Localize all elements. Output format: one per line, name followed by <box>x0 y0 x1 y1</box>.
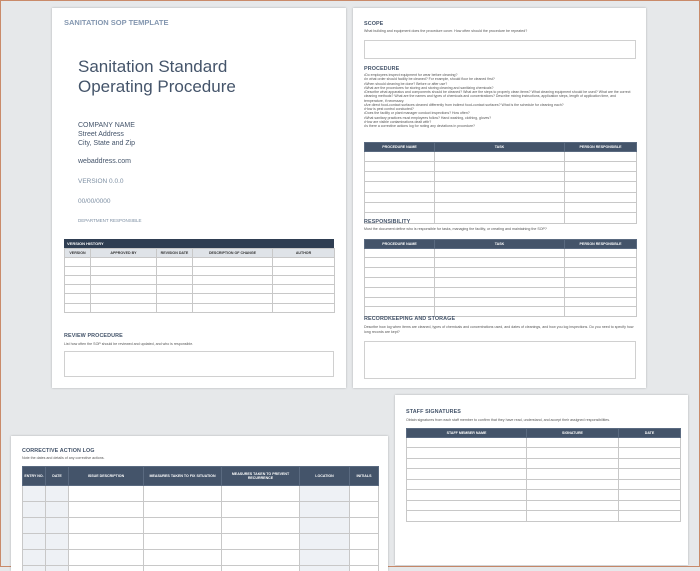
corrective-action-header-row <box>23 467 379 486</box>
staff-signatures-title: STAFF SIGNATURES <box>406 409 461 415</box>
table-cell[interactable] <box>365 172 435 182</box>
table-row <box>407 479 681 490</box>
table-row <box>365 172 637 182</box>
col-approved-by: APPROVED BY <box>91 249 157 258</box>
table-cell[interactable] <box>565 307 637 317</box>
table-row <box>23 534 379 550</box>
procedure-table <box>364 142 637 224</box>
table-row <box>23 550 379 566</box>
table-cell[interactable] <box>46 566 69 571</box>
table-cell[interactable] <box>91 257 157 266</box>
col-location: LOCATION <box>300 467 350 486</box>
table-cell[interactable] <box>565 248 637 258</box>
table-cell[interactable] <box>527 490 619 501</box>
table-row <box>407 469 681 480</box>
table-cell[interactable] <box>46 534 69 550</box>
scope-title: SCOPE <box>364 21 383 27</box>
page-cover <box>52 8 346 388</box>
procedure-bullet: • Is there a corrective actions log for noting any deviations in procedure? <box>364 124 636 128</box>
table-row <box>365 182 637 192</box>
table-cell[interactable] <box>350 534 379 550</box>
table-cell[interactable] <box>435 182 565 192</box>
company-name: COMPANY NAME <box>78 122 135 129</box>
table-row <box>407 490 681 501</box>
table-cell[interactable] <box>273 266 335 275</box>
table-cell[interactable] <box>407 458 527 469</box>
table-cell[interactable] <box>91 285 157 294</box>
table-cell[interactable] <box>435 287 565 297</box>
version-history-table <box>64 248 335 313</box>
table-row <box>365 268 637 278</box>
table-cell[interactable] <box>193 285 273 294</box>
table-cell[interactable] <box>365 287 435 297</box>
table-cell[interactable] <box>23 502 46 518</box>
col-person-responsible: PERSON RESPONSIBLE <box>565 240 637 249</box>
table-cell[interactable] <box>435 192 565 202</box>
procedure-bullet: • What are the procedures for storing and storing cleaning and sanitizing chemicals? <box>364 86 636 90</box>
procedure-bullet: • Do employees inspect equipment for wear before cleaning? <box>364 73 636 77</box>
web-address: webaddress.com <box>78 158 131 165</box>
table-cell[interactable] <box>565 203 637 213</box>
table-row <box>365 297 637 307</box>
table-cell[interactable] <box>365 151 435 161</box>
table-cell[interactable] <box>69 518 144 534</box>
table-row <box>407 500 681 511</box>
table-row <box>65 275 335 284</box>
table-cell[interactable] <box>300 486 350 502</box>
table-cell[interactable] <box>23 486 46 502</box>
table-cell[interactable] <box>69 534 144 550</box>
table-row <box>65 266 335 275</box>
procedure-header-row <box>365 143 637 152</box>
table-cell[interactable] <box>222 486 300 502</box>
recordkeeping-box[interactable] <box>364 341 636 379</box>
procedure-bullets <box>364 73 636 128</box>
table-cell[interactable] <box>273 257 335 266</box>
table-row <box>365 151 637 161</box>
table-cell[interactable] <box>23 518 46 534</box>
table-cell[interactable] <box>23 550 46 566</box>
table-cell[interactable] <box>565 277 637 287</box>
table-cell[interactable] <box>273 275 335 284</box>
table-cell[interactable] <box>565 182 637 192</box>
table-cell[interactable] <box>69 502 144 518</box>
table-cell[interactable] <box>23 566 46 571</box>
table-cell[interactable] <box>157 294 193 303</box>
staff-signatures-header-row <box>407 429 681 438</box>
table-row <box>23 518 379 534</box>
col-version: VERSION <box>65 249 91 258</box>
table-cell[interactable] <box>407 479 527 490</box>
table-cell[interactable] <box>46 486 69 502</box>
table-cell[interactable] <box>365 161 435 171</box>
table-cell[interactable] <box>157 257 193 266</box>
recordkeeping-text: Describe how log when items are cleaned, types of chemicals and concentrations used, and dates of cleanings, and how you log inspections. Do you need to specify how long records are kept? <box>364 325 636 334</box>
table-cell[interactable] <box>619 490 681 501</box>
table-cell[interactable] <box>435 151 565 161</box>
table-cell[interactable] <box>565 213 637 223</box>
scope-text: What building and equipment does the procedure cover. How often should the procedure be repeated? <box>364 29 636 34</box>
table-cell[interactable] <box>91 275 157 284</box>
table-cell[interactable] <box>65 275 91 284</box>
table-cell[interactable] <box>222 534 300 550</box>
col-task: TASK <box>435 240 565 249</box>
table-cell[interactable] <box>91 266 157 275</box>
table-cell[interactable] <box>365 192 435 202</box>
table-row <box>65 285 335 294</box>
template-header: SANITATION SOP TEMPLATE <box>64 18 168 27</box>
table-cell[interactable] <box>157 275 193 284</box>
staff-signatures-text: Obtain signatures from each staff member to confirm that they have read, understand, and accept their assigned responsibilities. <box>406 418 681 423</box>
procedure-bullet: • How is pest control conducted? <box>364 107 636 111</box>
corrective-action-table <box>22 466 379 571</box>
review-procedure-box[interactable] <box>64 351 334 377</box>
col-initials: INITIALS <box>350 467 379 486</box>
procedure-bullet: • Are direct food-contact surfaces cleaned differently from indirect food-contact surfaces? What is the schedule for cleaning each? <box>364 103 636 107</box>
table-cell[interactable] <box>69 566 144 571</box>
scope-box[interactable] <box>364 40 636 59</box>
table-cell[interactable] <box>435 172 565 182</box>
col-procedure-name: PROCEDURE NAME <box>365 143 435 152</box>
table-cell[interactable] <box>350 518 379 534</box>
col-date: DATE <box>46 467 69 486</box>
table-cell[interactable] <box>365 248 435 258</box>
table-row <box>407 511 681 522</box>
doc-title-line2: Operating Procedure <box>78 77 236 97</box>
staff-signatures-table <box>406 428 681 522</box>
page-staff-signatures <box>395 395 688 565</box>
table-cell[interactable] <box>365 258 435 268</box>
table-cell[interactable] <box>350 502 379 518</box>
table-cell[interactable] <box>193 266 273 275</box>
table-cell[interactable] <box>144 486 222 502</box>
procedure-title: PROCEDURE <box>364 66 399 72</box>
city-state-zip: City, State and Zip <box>78 140 135 147</box>
table-cell[interactable] <box>222 550 300 566</box>
table-cell[interactable] <box>91 294 157 303</box>
responsibility-table <box>364 239 637 317</box>
table-cell[interactable] <box>193 257 273 266</box>
table-cell[interactable] <box>193 294 273 303</box>
responsibility-title: RESPONSIBILITY <box>364 219 410 225</box>
table-cell[interactable] <box>65 257 91 266</box>
table-cell[interactable] <box>407 490 527 501</box>
table-cell[interactable] <box>144 566 222 571</box>
table-cell[interactable] <box>365 277 435 287</box>
col-description: DESCRIPTION OF CHANGE <box>193 249 273 258</box>
table-cell[interactable] <box>222 566 300 571</box>
procedure-bullet: • Does the facility or plant manager conduct inspections? How often? <box>364 111 636 115</box>
table-cell[interactable] <box>365 203 435 213</box>
table-cell[interactable] <box>157 266 193 275</box>
table-cell[interactable] <box>619 511 681 522</box>
table-cell[interactable] <box>407 500 527 511</box>
table-row <box>65 303 335 312</box>
table-cell[interactable] <box>144 550 222 566</box>
doc-title-line1: Sanitation Standard <box>78 57 227 77</box>
table-cell[interactable] <box>273 294 335 303</box>
table-row <box>407 448 681 459</box>
table-cell[interactable] <box>565 172 637 182</box>
table-row <box>365 203 637 213</box>
col-measures-fix: MEASURES TAKEN TO FIX SITUATION <box>144 467 222 486</box>
page-procedures <box>353 8 646 388</box>
recordkeeping-title: RECORDKEEPING AND STORAGE <box>364 316 455 322</box>
table-cell[interactable] <box>193 275 273 284</box>
table-cell[interactable] <box>435 248 565 258</box>
responsibility-header-row <box>365 240 637 249</box>
table-cell[interactable] <box>565 268 637 278</box>
table-cell[interactable] <box>619 437 681 448</box>
col-issue-description: ISSUE DESCRIPTION <box>69 467 144 486</box>
col-author: AUTHOR <box>273 249 335 258</box>
table-row <box>23 566 379 571</box>
table-cell[interactable] <box>46 550 69 566</box>
col-revision-date: REVISION DATE <box>157 249 193 258</box>
table-cell[interactable] <box>350 550 379 566</box>
department-label: DEPARTMENT RESPONSIBLE <box>78 218 142 223</box>
table-cell[interactable] <box>193 303 273 312</box>
table-cell[interactable] <box>435 268 565 278</box>
table-cell[interactable] <box>619 458 681 469</box>
table-cell[interactable] <box>157 303 193 312</box>
table-cell[interactable] <box>527 500 619 511</box>
procedure-bullet: • What sanitary practices must employees follow? Hand washing, clothing, gloves? <box>364 116 636 120</box>
table-cell[interactable] <box>407 437 527 448</box>
table-cell[interactable] <box>350 486 379 502</box>
table-cell[interactable] <box>565 287 637 297</box>
col-staff-member-name: STAFF MEMBER NAME <box>407 429 527 438</box>
table-cell[interactable] <box>565 297 637 307</box>
table-cell[interactable] <box>69 486 144 502</box>
table-cell[interactable] <box>222 518 300 534</box>
table-cell[interactable] <box>65 285 91 294</box>
table-cell[interactable] <box>435 297 565 307</box>
procedure-bullet: • When should cleaning be done? Before or after use? <box>364 82 636 86</box>
table-cell[interactable] <box>365 297 435 307</box>
table-row <box>65 294 335 303</box>
table-cell[interactable] <box>565 161 637 171</box>
table-cell[interactable] <box>565 258 637 268</box>
table-cell[interactable] <box>144 502 222 518</box>
responsibility-text: Must the document define who is responsible for tasks, managing the facility, or creating and maintaining the SOP? <box>364 227 636 232</box>
version-history-bar <box>64 239 334 248</box>
table-cell[interactable] <box>46 518 69 534</box>
table-row <box>365 248 637 258</box>
procedure-bullet: • Describe what apparatus and components should be cleaned? What are the steps to properly clean items? What cleaning equipment should be used? What are the correct cleaning methods? What are the names and types of chemicals and concentrations? Describe mixing instructions, application steps, length of application time, and temperature, if necessary. <box>364 90 636 103</box>
table-cell[interactable] <box>619 448 681 459</box>
review-procedure-text: List how often the SOP should be reviewed and updated, and who is responsible. <box>64 342 334 347</box>
table-cell[interactable] <box>435 203 565 213</box>
table-row <box>23 486 379 502</box>
table-cell[interactable] <box>435 258 565 268</box>
table-cell[interactable] <box>300 550 350 566</box>
table-row <box>365 258 637 268</box>
table-cell[interactable] <box>435 213 565 223</box>
table-cell[interactable] <box>46 502 69 518</box>
table-cell[interactable] <box>407 511 527 522</box>
table-cell[interactable] <box>300 566 350 571</box>
col-person-responsible: PERSON RESPONSIBLE <box>565 143 637 152</box>
col-measures-prevent: MEASURES TAKEN TO PREVENT RECURRENCE <box>222 467 300 486</box>
table-cell[interactable] <box>527 458 619 469</box>
table-cell[interactable] <box>435 277 565 287</box>
table-cell[interactable] <box>365 268 435 278</box>
col-task: TASK <box>435 143 565 152</box>
table-cell[interactable] <box>527 469 619 480</box>
table-cell[interactable] <box>527 437 619 448</box>
procedure-bullet: • How are visible contaminations dealt with? <box>364 120 636 124</box>
version-history-header-row <box>65 249 335 258</box>
table-row <box>407 458 681 469</box>
table-cell[interactable] <box>565 192 637 202</box>
table-cell[interactable] <box>222 502 300 518</box>
table-cell[interactable] <box>273 303 335 312</box>
table-row <box>365 161 637 171</box>
table-cell[interactable] <box>69 550 144 566</box>
corrective-action-text: Note the dates and details of any corrective actions. <box>22 456 105 461</box>
table-cell[interactable] <box>527 511 619 522</box>
col-procedure-name: PROCEDURE NAME <box>365 240 435 249</box>
table-cell[interactable] <box>91 303 157 312</box>
table-cell[interactable] <box>527 479 619 490</box>
table-cell[interactable] <box>619 500 681 511</box>
version-label: VERSION 0.0.0 <box>78 178 124 185</box>
table-cell[interactable] <box>407 448 527 459</box>
table-cell[interactable] <box>619 469 681 480</box>
table-row <box>407 437 681 448</box>
corrective-action-title: CORRECTIVE ACTION LOG <box>22 448 95 454</box>
col-entry-no: ENTRY NO. <box>23 467 46 486</box>
page-corrective-action-log <box>11 436 388 571</box>
table-cell[interactable] <box>619 479 681 490</box>
table-row <box>23 502 379 518</box>
table-cell[interactable] <box>435 161 565 171</box>
procedure-bullet: • In what order should facility be cleaned? For example, should floor be cleaned first? <box>364 77 636 81</box>
table-cell[interactable] <box>350 566 379 571</box>
date-label: 00/00/0000 <box>78 198 111 205</box>
table-cell[interactable] <box>365 182 435 192</box>
table-cell[interactable] <box>527 448 619 459</box>
table-cell[interactable] <box>23 534 46 550</box>
street-address: Street Address <box>78 131 124 138</box>
version-history-title: VERSION HISTORY <box>67 241 104 246</box>
table-cell[interactable] <box>273 285 335 294</box>
table-row <box>65 257 335 266</box>
table-cell[interactable] <box>144 518 222 534</box>
table-row <box>365 287 637 297</box>
table-cell[interactable] <box>144 534 222 550</box>
table-cell[interactable] <box>65 266 91 275</box>
table-cell[interactable] <box>407 469 527 480</box>
table-row <box>365 192 637 202</box>
table-cell[interactable] <box>157 285 193 294</box>
table-cell[interactable] <box>300 534 350 550</box>
review-procedure-title: REVIEW PROCEDURE <box>64 333 123 339</box>
table-cell[interactable] <box>565 151 637 161</box>
table-cell[interactable] <box>65 294 91 303</box>
table-row <box>365 277 637 287</box>
table-cell[interactable] <box>300 502 350 518</box>
table-cell[interactable] <box>300 518 350 534</box>
col-signature: SIGNATURE <box>527 429 619 438</box>
table-cell[interactable] <box>65 303 91 312</box>
col-date: DATE <box>619 429 681 438</box>
